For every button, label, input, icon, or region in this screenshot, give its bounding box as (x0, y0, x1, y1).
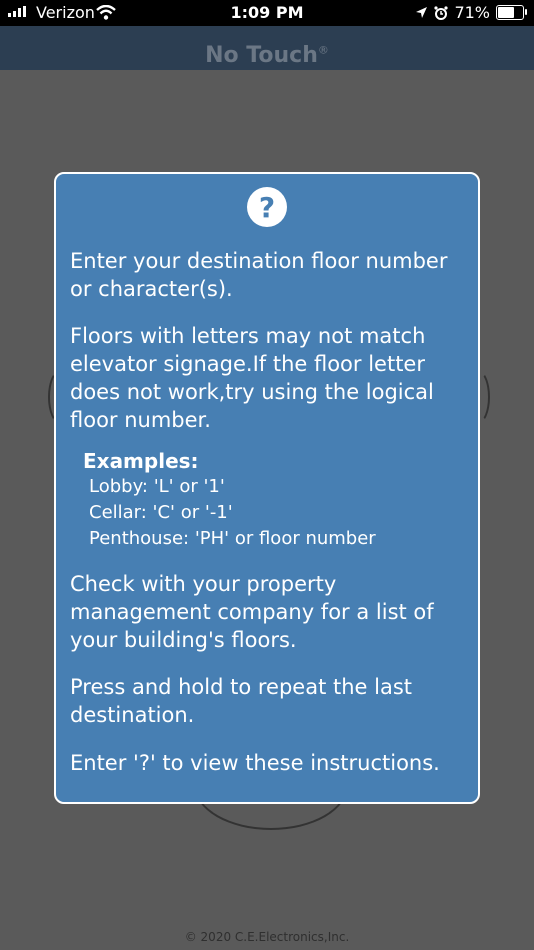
app-title: No Touch® (205, 43, 329, 69)
intro-text: Enter your destination floor number or character(s). (70, 249, 448, 301)
carrier-label: Verizon (36, 3, 95, 22)
example-item: Cellar: 'C' or '-1' (89, 502, 233, 523)
battery-icon (496, 5, 524, 20)
examples-section (83, 448, 464, 552)
location-icon (415, 6, 428, 19)
copyright-footer: © 2020 C.E.Electronics,Inc. (184, 930, 350, 944)
example-item: Penthouse: 'PH' or floor number (89, 528, 376, 549)
help-note-text: Enter '?' to view these instructions. (70, 751, 440, 775)
check-note-text: Check with your property management company for a list of your building's floors. (70, 572, 434, 652)
hold-note-text: Press and hold to repeat the last destination. (70, 675, 413, 727)
battery-percent: 71% (454, 3, 490, 22)
floors-note-text: Floors with letters may not match elevator signage.If the floor letter does not work,try using the logical floor number. (70, 324, 434, 432)
help-icon: ? (247, 187, 287, 227)
examples-header: Examples: (83, 449, 199, 473)
status-time: 1:09 PM (230, 3, 304, 22)
nav-bar (0, 26, 534, 70)
alarm-icon (434, 6, 448, 20)
status-bar (0, 0, 534, 26)
example-item: Lobby: 'L' or '1' (89, 476, 225, 497)
instructions-dialog[interactable] (54, 172, 480, 804)
